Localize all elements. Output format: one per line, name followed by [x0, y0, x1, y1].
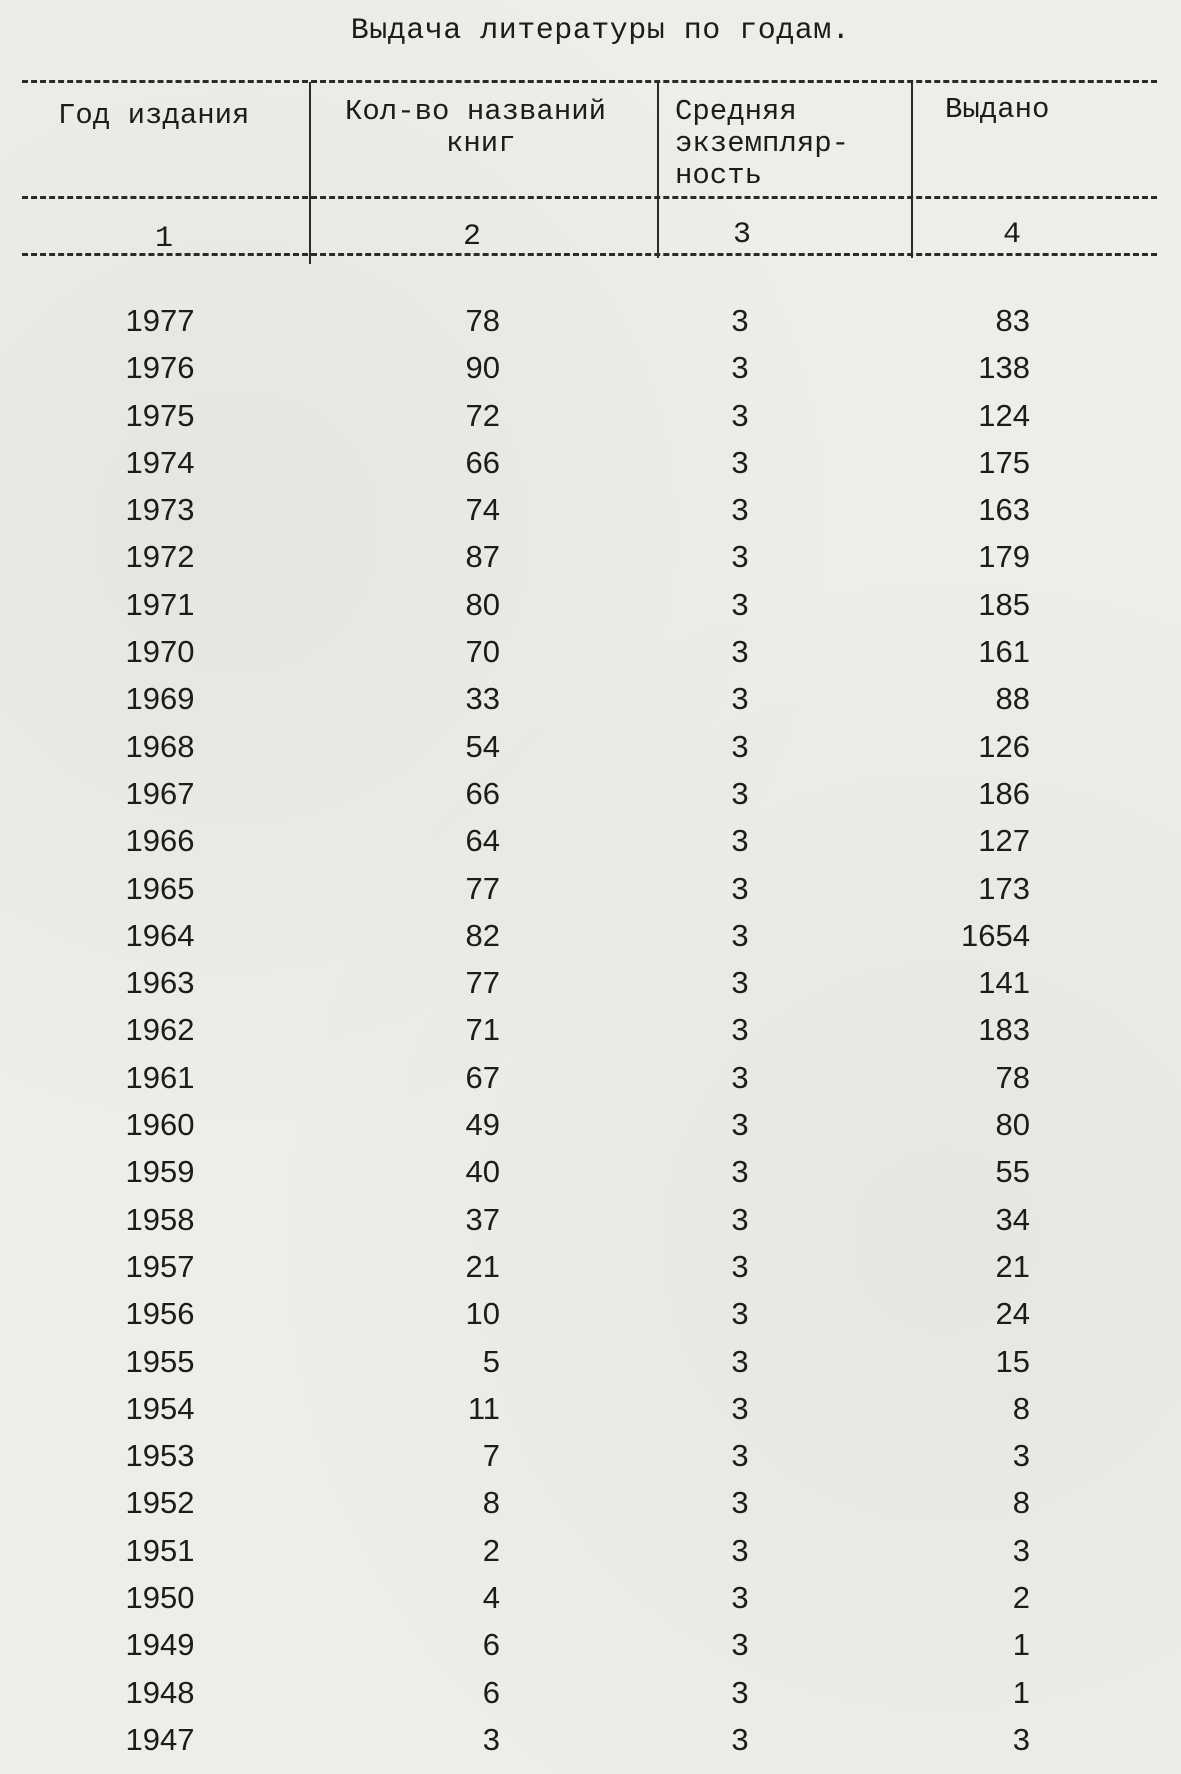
cell-year: 1959	[125, 1154, 195, 1190]
cell-year: 1951	[125, 1532, 195, 1568]
table-row	[0, 1432, 1181, 1479]
cell-year: 1950	[125, 1580, 195, 1616]
header-avg-line2: экземпляр-	[675, 127, 850, 160]
table-top-rule	[22, 80, 1157, 83]
cell-issued: 21	[995, 1248, 1030, 1284]
cell-issued: 3	[1012, 1438, 1030, 1474]
cell-titles: 37	[465, 1201, 500, 1237]
cell-titles: 6	[482, 1627, 500, 1663]
cell-year: 1977	[125, 303, 195, 338]
cell-year: 1964	[125, 917, 195, 953]
cell-year: 1967	[125, 775, 195, 811]
cell-issued: 161	[978, 634, 1030, 670]
cell-year: 1961	[125, 1059, 195, 1095]
table-row	[0, 1006, 1181, 1053]
cell-avg: 3	[731, 1721, 749, 1757]
cell-year: 1976	[125, 350, 195, 386]
column-number-1: 1	[154, 222, 173, 256]
cell-year: 1973	[125, 492, 195, 528]
cell-issued: 3	[1012, 1532, 1030, 1568]
header-titles-line2: книг	[446, 127, 516, 160]
cell-titles: 7	[482, 1438, 500, 1474]
column-divider-1	[309, 82, 311, 264]
cell-titles: 3	[482, 1721, 500, 1757]
table-row	[0, 344, 1181, 391]
cell-issued: 163	[978, 492, 1030, 528]
cell-year: 1969	[125, 681, 195, 717]
cell-issued: 175	[978, 444, 1030, 480]
cell-avg: 3	[731, 1248, 749, 1284]
cell-titles: 10	[465, 1296, 500, 1332]
cell-year: 1963	[125, 965, 195, 1001]
cell-avg: 3	[731, 586, 749, 622]
cell-issued: 1654	[961, 917, 1030, 953]
cell-issued: 88	[995, 681, 1030, 717]
cell-issued: 15	[995, 1343, 1030, 1379]
table-row	[0, 912, 1181, 959]
cell-avg: 3	[731, 1580, 749, 1616]
cell-year: 1966	[125, 823, 195, 859]
cell-titles: 11	[467, 1390, 500, 1426]
column-divider-3	[911, 82, 913, 258]
cell-avg: 3	[731, 539, 749, 575]
table-row	[0, 959, 1181, 1006]
table-row	[0, 1669, 1181, 1716]
cell-issued: 2	[1012, 1580, 1030, 1616]
cell-avg: 3	[731, 1154, 749, 1190]
cell-avg: 3	[731, 965, 749, 1001]
cell-titles: 74	[465, 492, 500, 528]
table-row	[0, 439, 1181, 486]
cell-year: 1970	[125, 634, 195, 670]
table-row	[0, 1385, 1181, 1432]
header-year: Год издания	[58, 99, 250, 132]
table-row	[0, 723, 1181, 770]
table-row	[0, 1621, 1181, 1668]
page-title: Выдача литературы по годам.	[350, 14, 851, 48]
cell-issued: 186	[978, 775, 1030, 811]
cell-year: 1962	[125, 1012, 195, 1048]
cell-year: 1958	[125, 1201, 195, 1237]
cell-avg: 3	[731, 1296, 749, 1332]
cell-avg: 3	[731, 823, 749, 859]
cell-titles: 21	[465, 1248, 500, 1284]
table-row	[0, 1716, 1181, 1763]
cell-avg: 3	[731, 397, 749, 433]
cell-avg: 3	[731, 681, 749, 717]
cell-year: 1957	[125, 1248, 195, 1284]
cell-titles: 33	[465, 681, 500, 717]
column-number-3: 3	[732, 218, 751, 252]
cell-issued: 183	[978, 1012, 1030, 1048]
cell-year: 1947	[125, 1721, 195, 1757]
cell-issued: 34	[995, 1201, 1030, 1237]
cell-issued: 83	[995, 303, 1030, 338]
cell-issued: 8	[1012, 1485, 1030, 1521]
cell-titles: 77	[465, 965, 500, 1001]
cell-avg: 3	[731, 870, 749, 906]
cell-issued: 173	[978, 870, 1030, 906]
column-number-2: 2	[462, 220, 481, 254]
cell-avg: 3	[731, 1343, 749, 1379]
cell-issued: 127	[978, 823, 1030, 859]
cell-avg: 3	[731, 775, 749, 811]
cell-issued: 8	[1012, 1390, 1030, 1426]
cell-titles: 5	[482, 1343, 500, 1379]
table-body	[0, 297, 1181, 1763]
cell-issued: 141	[978, 965, 1030, 1001]
cell-avg: 3	[731, 1674, 749, 1710]
cell-titles: 70	[465, 634, 500, 670]
cell-issued: 55	[995, 1154, 1030, 1190]
cell-issued: 3	[1012, 1721, 1030, 1757]
cell-issued: 138	[978, 350, 1030, 386]
table-row	[0, 533, 1181, 580]
cell-avg: 3	[731, 1532, 749, 1568]
cell-year: 1956	[125, 1296, 195, 1332]
table-row	[0, 1574, 1181, 1621]
cell-year: 1955	[125, 1343, 195, 1379]
cell-avg: 3	[731, 1485, 749, 1521]
cell-titles: 67	[465, 1059, 500, 1095]
cell-titles: 72	[465, 397, 500, 433]
cell-avg: 3	[731, 728, 749, 764]
table-row	[0, 1243, 1181, 1290]
cell-avg: 3	[731, 634, 749, 670]
table-row	[0, 297, 1181, 344]
column-numbers-bottom-rule	[22, 253, 1157, 256]
cell-issued: 1	[1012, 1627, 1030, 1663]
cell-year: 1971	[125, 586, 195, 622]
cell-year: 1968	[125, 728, 195, 764]
cell-avg: 3	[731, 1390, 749, 1426]
cell-avg: 3	[731, 492, 749, 528]
cell-titles: 78	[465, 303, 500, 338]
table-row	[0, 770, 1181, 817]
table-row	[0, 1196, 1181, 1243]
cell-titles: 66	[465, 444, 500, 480]
cell-year: 1974	[125, 444, 195, 480]
cell-titles: 71	[465, 1012, 500, 1048]
table-row	[0, 628, 1181, 675]
cell-issued: 179	[978, 539, 1030, 575]
cell-year: 1965	[125, 870, 195, 906]
cell-avg: 3	[731, 1627, 749, 1663]
cell-titles: 87	[465, 539, 500, 575]
cell-issued: 1	[1012, 1674, 1030, 1710]
table-row	[0, 392, 1181, 439]
cell-avg: 3	[731, 1012, 749, 1048]
cell-titles: 80	[465, 586, 500, 622]
cell-avg: 3	[731, 1107, 749, 1143]
cell-titles: 82	[465, 917, 500, 953]
cell-year: 1952	[125, 1485, 195, 1521]
column-divider-2	[657, 82, 659, 258]
header-titles-line1: Кол-во названий	[345, 95, 607, 128]
table-row	[0, 675, 1181, 722]
cell-issued: 24	[995, 1296, 1030, 1332]
cell-titles: 77	[465, 870, 500, 906]
cell-year: 1949	[125, 1627, 195, 1663]
cell-avg: 3	[731, 303, 749, 338]
cell-avg: 3	[731, 1201, 749, 1237]
table-row	[0, 1527, 1181, 1574]
cell-avg: 3	[731, 1059, 749, 1095]
table-row	[0, 1338, 1181, 1385]
cell-avg: 3	[731, 350, 749, 386]
cell-year: 1954	[125, 1390, 195, 1426]
header-bottom-rule	[22, 196, 1157, 199]
cell-issued: 124	[978, 397, 1030, 433]
cell-titles: 90	[465, 350, 500, 386]
cell-issued: 78	[995, 1059, 1030, 1095]
header-avg-line1: Средняя	[675, 95, 797, 128]
cell-avg: 3	[731, 444, 749, 480]
cell-issued: 185	[978, 586, 1030, 622]
cell-titles: 64	[465, 823, 500, 859]
cell-titles: 66	[465, 775, 500, 811]
table-row	[0, 1101, 1181, 1148]
table-row	[0, 817, 1181, 864]
cell-titles: 49	[465, 1107, 500, 1143]
cell-titles: 8	[482, 1485, 500, 1521]
cell-year: 1972	[125, 539, 195, 575]
cell-avg: 3	[731, 917, 749, 953]
table-row	[0, 865, 1181, 912]
header-avg-line3: ность	[675, 159, 763, 192]
cell-titles: 6	[482, 1674, 500, 1710]
table-row	[0, 581, 1181, 628]
cell-avg: 3	[731, 1438, 749, 1474]
table-row	[0, 1148, 1181, 1195]
column-number-4: 4	[1002, 218, 1021, 252]
table-row	[0, 486, 1181, 533]
cell-titles: 54	[465, 728, 500, 764]
table-row	[0, 1054, 1181, 1101]
cell-titles: 2	[482, 1532, 500, 1568]
header-issued: Выдано	[945, 93, 1050, 126]
cell-issued: 126	[978, 728, 1030, 764]
table-row	[0, 1479, 1181, 1526]
cell-titles: 40	[465, 1154, 500, 1190]
cell-year: 1948	[125, 1674, 195, 1710]
table-row	[0, 1290, 1181, 1337]
cell-issued: 80	[995, 1107, 1030, 1143]
cell-titles: 4	[482, 1580, 500, 1616]
cell-year: 1975	[125, 397, 195, 433]
cell-year: 1960	[125, 1107, 195, 1143]
cell-year: 1953	[125, 1438, 195, 1474]
